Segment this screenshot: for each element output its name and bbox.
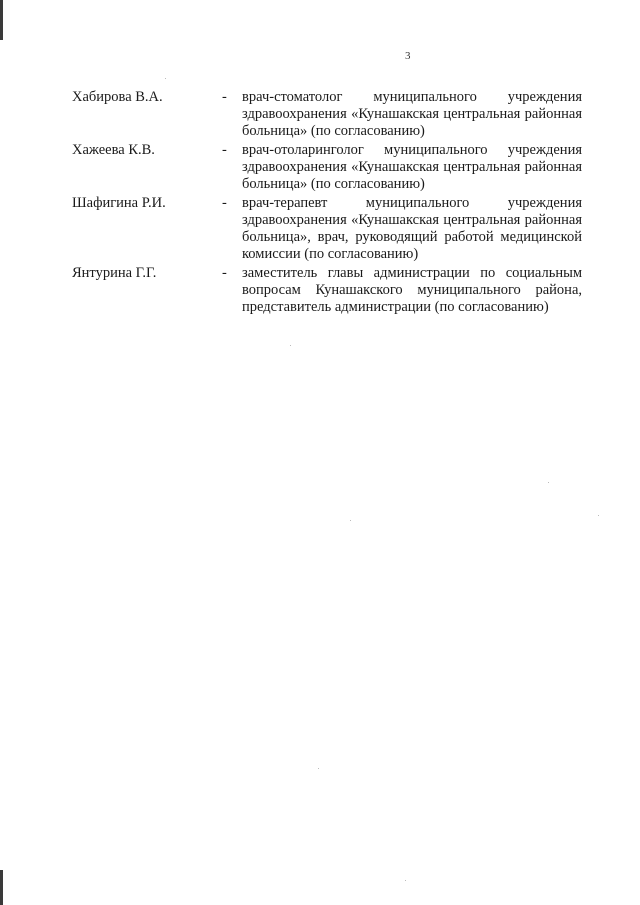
member-row bbox=[0, 265, 640, 316]
page-number: 3 bbox=[405, 50, 411, 62]
member-name: Хажеева К.В. bbox=[72, 142, 155, 158]
member-row bbox=[0, 89, 640, 140]
dash-separator: - bbox=[222, 265, 227, 281]
dash-separator: - bbox=[222, 195, 227, 211]
scan-speck bbox=[548, 482, 549, 483]
member-description: врач-терапевт муниципального учреждения здравоохранения «Кунашакская центральная районная больница», врач, руководящий работой медицинской комиссии (по согласованию) bbox=[242, 195, 582, 262]
scan-speck bbox=[598, 515, 599, 516]
dash-separator: - bbox=[222, 89, 227, 105]
scan-speck bbox=[350, 520, 351, 521]
member-description: заместитель главы администрации по социальным вопросам Кунашакского муниципального района, представитель администрации (по согласованию) bbox=[242, 265, 582, 315]
scan-speck bbox=[165, 78, 166, 79]
member-row bbox=[0, 195, 640, 263]
scan-speck bbox=[405, 880, 406, 881]
member-name: Шафигина Р.И. bbox=[72, 195, 166, 211]
member-name: Янтурина Г.Г. bbox=[72, 265, 157, 281]
member-name: Хабирова В.А. bbox=[72, 89, 163, 105]
member-description: врач-отоларинголог муниципального учреждения здравоохранения «Кунашакская центральная районная больница» (по согласованию) bbox=[242, 142, 582, 192]
scan-edge-mark bbox=[0, 870, 3, 905]
scan-edge-mark bbox=[0, 0, 3, 40]
member-row bbox=[0, 142, 640, 193]
dash-separator: - bbox=[222, 142, 227, 158]
member-list bbox=[0, 89, 640, 318]
member-description: врач-стоматолог муниципального учреждения здравоохранения «Кунашакская центральная районная больница» (по согласованию) bbox=[242, 89, 582, 139]
scan-speck bbox=[290, 345, 291, 346]
scan-speck bbox=[318, 768, 319, 769]
